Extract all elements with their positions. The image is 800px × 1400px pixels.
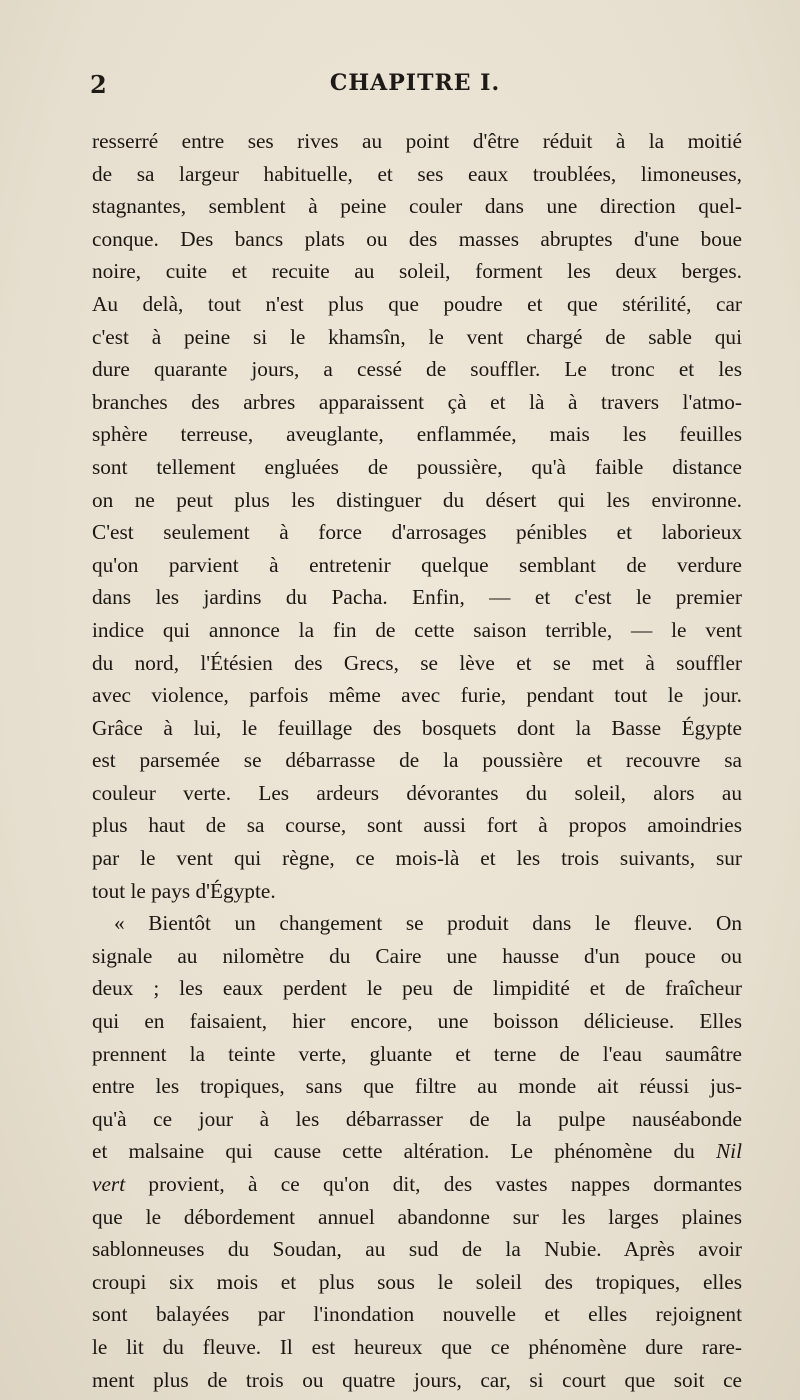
italic-word: vert — [92, 1172, 126, 1196]
text-line: dure quarante jours, a cessé de souffler. Le tronc et les — [92, 357, 742, 382]
text-line: tout le pays d'Égypte. — [92, 878, 276, 903]
text-line: Au delà, tout n'est plus que poudre et que stérilité, car — [92, 291, 742, 316]
text-line: indice qui annonce la fin de cette saison terrible, — le vent — [92, 617, 742, 642]
text-line: « Bientôt un changement se produit dans le fleuve. On — [114, 911, 742, 936]
text-line: sphère terreuse, aveuglante, enflammée, mais les feuilles — [92, 422, 742, 447]
text-line: sont balayées par l'inondation nouvelle et elles rejoignent — [92, 1302, 742, 1327]
text-line: le lit du fleuve. Il est heureux que ce phénomène dure rare- — [92, 1334, 742, 1359]
body-text — [92, 125, 742, 1396]
text-line: c'est à peine si le khamsîn, le vent chargé de sable qui — [92, 324, 742, 349]
text-line: croupi six mois et plus sous le soleil des tropiques, elles — [92, 1269, 742, 1294]
text-line: qui en faisaient, hier encore, une boisson délicieuse. Elles — [92, 1009, 742, 1034]
text-line: que le débordement annuel abandonne sur les larges plaines — [92, 1204, 742, 1229]
text-line: et malsaine qui cause cette altération. Le phénomène du Nil — [92, 1139, 742, 1164]
running-head: CHAPITRE I. — [329, 70, 501, 96]
text-line: Grâce à lui, le feuillage des bosquets dont la Basse Égypte — [92, 715, 742, 740]
text-line: sont tellement engluées de poussière, qu'à faible distance — [92, 454, 742, 479]
text-line: dans les jardins du Pacha. Enfin, — et c'est le premier — [92, 585, 742, 610]
page-header — [90, 70, 740, 110]
text-line: de sa largeur habituelle, et ses eaux troublées, limoneuses, — [92, 161, 742, 186]
text-line: par le vent qui règne, ce mois-là et les trois suivants, sur — [92, 846, 742, 871]
text-line: branches des arbres apparaissent çà et là à travers l'atmo- — [92, 389, 742, 414]
text-line: du nord, l'Étésien des Grecs, se lève et se met à souffler — [92, 650, 742, 675]
text-line: noire, cuite et recuite au soleil, forment les deux berges. — [92, 259, 742, 284]
text-line: on ne peut plus les distinguer du désert qui les environne. — [92, 487, 742, 512]
page-number: 2 — [90, 70, 107, 99]
text-line: resserré entre ses rives au point d'être réduit à la moitié — [92, 129, 742, 153]
text-line: couleur verte. Les ardeurs dévorantes du soleil, alors au — [92, 780, 742, 805]
text-line: avec violence, parfois même avec furie, pendant tout le jour. — [92, 683, 742, 708]
text-line: vert provient, à ce qu'on dit, des vastes nappes dormantes — [92, 1172, 742, 1196]
text-line: conque. Des bancs plats ou des masses abruptes d'une boue — [92, 226, 742, 251]
text-line: C'est seulement à force d'arrosages pénibles et laborieux — [92, 520, 742, 545]
text-line: stagnantes, semblent à peine couler dans une direction quel- — [92, 194, 742, 219]
text-line: entre les tropiques, sans que filtre au monde ait réussi jus- — [92, 1074, 742, 1099]
text-line: est parsemée se débarrasse de la poussière et recouvre sa — [92, 748, 742, 773]
text-line: plus haut de sa course, sont aussi fort à propos amoindries — [92, 813, 742, 838]
text-line: deux ; les eaux perdent le peu de limpidité et de fraîcheur — [92, 976, 742, 1001]
text-line: qu'on parvient à entretenir quelque semblant de verdure — [92, 552, 742, 577]
text-line: qu'à ce jour à les débarrasser de la pulpe nauséabonde — [92, 1106, 742, 1131]
text-line: ment plus de trois ou quatre jours, car, si court que soit ce — [92, 1367, 742, 1392]
text-line: prennent la teinte verte, gluante et terne de l'eau saumâtre — [92, 1041, 742, 1066]
text-line: signale au nilomètre du Caire une hausse d'un pouce ou — [92, 943, 742, 968]
italic-word: Nil — [715, 1139, 742, 1164]
text-line: sablonneuses du Soudan, au sud de la Nubie. Après avoir — [92, 1237, 742, 1262]
